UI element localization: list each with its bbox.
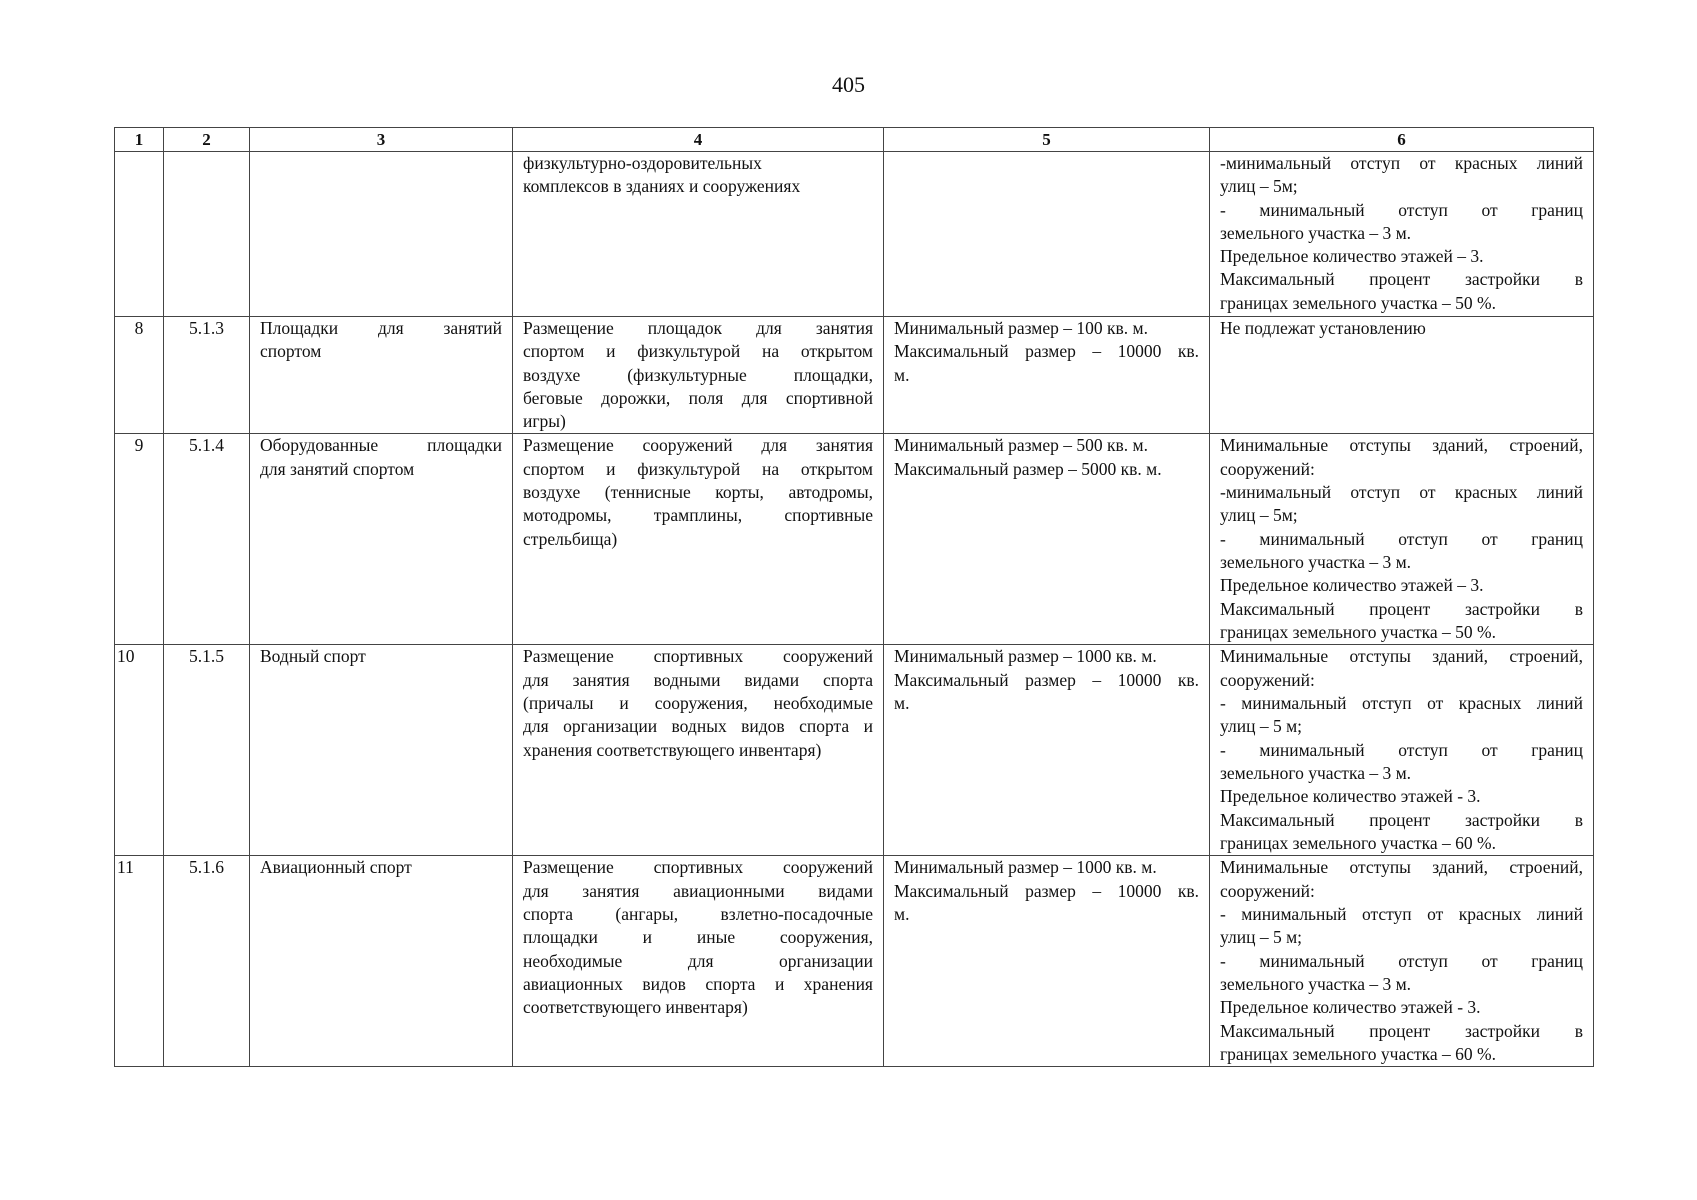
- text-line: Предельное количество этажей - 3.: [1220, 786, 1481, 807]
- text-line: м.: [894, 693, 910, 714]
- text-line: - минимальный отступ от красных линий: [1220, 693, 1583, 714]
- cell-code: 5.1.6: [164, 856, 250, 1067]
- text-line: м.: [894, 904, 910, 925]
- table-row: [115, 856, 1594, 1067]
- text-line: улиц – 5 м;: [1220, 716, 1303, 737]
- cell-num: [115, 152, 164, 317]
- text-line: Минимальный размер – 1000 кв. м.: [894, 646, 1157, 667]
- cell-size: [884, 434, 1210, 645]
- text-line: - минимальный отступ от границ: [1220, 739, 1583, 760]
- land-use-table: [114, 127, 1594, 1067]
- cell-code: [164, 152, 250, 317]
- text-line: сооружений:: [1220, 669, 1315, 690]
- table-row-continuation: [115, 152, 1594, 317]
- text-line: Минимальный размер – 500 кв. м.: [894, 435, 1148, 456]
- text-line: границах земельного участка – 60 %.: [1220, 1043, 1496, 1064]
- table-row: [115, 317, 1594, 434]
- header-col-5: 5: [884, 128, 1210, 152]
- text-line: м.: [894, 364, 910, 385]
- text-line: земельного участка – 3 м.: [1220, 551, 1412, 572]
- cell-size: [884, 645, 1210, 856]
- text-line: спортом и физкультурой на открытом: [523, 341, 873, 362]
- text-line: улиц – 5м;: [1220, 505, 1298, 526]
- text-line: Предельное количество этажей - 3.: [1220, 997, 1481, 1018]
- text-line: улиц – 5 м;: [1220, 927, 1303, 948]
- text-line: спортом и физкультурой на открытом: [523, 458, 873, 479]
- cell-parameters: [1210, 856, 1594, 1067]
- cell-num: 8: [115, 317, 164, 434]
- text-line: Максимальный размер – 10000 кв.: [894, 669, 1199, 690]
- text-line: - минимальный отступ от границ: [1220, 528, 1583, 549]
- text-line: (причалы и сооружения, необходимые: [523, 693, 873, 714]
- text-line: Оборудованные площадки: [260, 435, 502, 456]
- cell-num: 11: [115, 856, 164, 1067]
- text-line: земельного участка – 3 м.: [1220, 762, 1412, 783]
- text-line: Размещение спортивных сооружений: [523, 646, 873, 667]
- text-line: сооружений:: [1220, 880, 1315, 901]
- text-line: Максимальный процент застройки в: [1220, 1020, 1583, 1041]
- cell-parameters: [1210, 317, 1594, 434]
- cell-description: [513, 317, 884, 434]
- text-line: земельного участка – 3 м.: [1220, 973, 1412, 994]
- text-line: воздухе (физкультурные площадки,: [523, 364, 873, 385]
- text-line: для организации водных видов спорта и: [523, 716, 873, 737]
- cell-code: 5.1.3: [164, 317, 250, 434]
- text-line: физкультурно-оздоровительных: [523, 153, 762, 173]
- table-row: [115, 645, 1594, 856]
- text-line: - минимальный отступ от границ: [1220, 950, 1583, 971]
- cell-size: [884, 152, 1210, 317]
- text-line: необходимые для организации: [523, 950, 873, 971]
- cell-size: [884, 317, 1210, 434]
- header-col-1: 1: [115, 128, 164, 152]
- cell-num: 10: [115, 645, 164, 856]
- text-line: стрельбища): [523, 528, 618, 549]
- table-header-row: [115, 128, 1594, 152]
- text-line: беговые дорожки, поля для спортивной: [523, 387, 873, 408]
- header-col-2: 2: [164, 128, 250, 152]
- cell-description: [513, 434, 884, 645]
- text-line: комплексов в зданиях и сооружениях: [523, 176, 801, 197]
- text-line: Предельное количество этажей – 3.: [1220, 246, 1484, 267]
- text-line: -минимальный отступ от красных линий: [1220, 482, 1583, 503]
- text-line: Максимальный размер – 10000 кв.: [894, 341, 1199, 362]
- text-line: Авиационный спорт: [260, 857, 412, 878]
- text-line: мотодромы, трамплины, спортивные: [523, 505, 873, 526]
- text-line: Максимальный размер – 10000 кв.: [894, 880, 1199, 901]
- cell-name: [250, 152, 513, 317]
- text-line: Размещение сооружений для занятия: [523, 435, 873, 456]
- text-line: Минимальный размер – 100 кв. м.: [894, 318, 1148, 338]
- text-line: Площадки для занятий: [260, 318, 502, 338]
- text-line: границах земельного участка – 50 %.: [1220, 292, 1496, 313]
- cell-name: [250, 317, 513, 434]
- text-line: Размещение спортивных сооружений: [523, 857, 873, 878]
- text-line: Предельное количество этажей – 3.: [1220, 575, 1484, 596]
- text-line: Размещение площадок для занятия: [523, 318, 873, 338]
- text-line: Не подлежат установлению: [1220, 318, 1426, 338]
- text-line: границах земельного участка – 60 %.: [1220, 832, 1496, 853]
- text-line: для занятия авиационными видами: [523, 880, 873, 901]
- text-line: Минимальный размер – 1000 кв. м.: [894, 857, 1157, 878]
- text-line: Минимальные отступы зданий, строений,: [1220, 435, 1583, 456]
- cell-parameters: [1210, 645, 1594, 856]
- text-line: хранения соответствующего инвентаря): [523, 739, 822, 760]
- header-col-4: 4: [513, 128, 884, 152]
- text-line: границах земельного участка – 50 %.: [1220, 621, 1496, 642]
- cell-name: [250, 434, 513, 645]
- table-row: [115, 434, 1594, 645]
- text-line: Минимальные отступы зданий, строений,: [1220, 857, 1583, 878]
- cell-name: [250, 645, 513, 856]
- text-line: спортом: [260, 341, 322, 362]
- text-line: соответствующего инвентаря): [523, 997, 748, 1018]
- text-line: спорта (ангары, взлетно-посадочные: [523, 904, 873, 925]
- text-line: земельного участка – 3 м.: [1220, 222, 1412, 243]
- cell-size: [884, 856, 1210, 1067]
- text-line: площадки и иные сооружения,: [523, 927, 873, 948]
- cell-description: [513, 645, 884, 856]
- page-number: 405: [832, 72, 865, 97]
- text-line: - минимальный отступ от границ: [1220, 199, 1583, 220]
- text-line: воздухе (теннисные корты, автодромы,: [523, 482, 873, 503]
- text-line: - минимальный отступ от красных линий: [1220, 904, 1583, 925]
- text-line: для занятия водными видами спорта: [523, 669, 873, 690]
- text-line: Максимальный размер – 5000 кв. м.: [894, 458, 1162, 479]
- cell-parameters: [1210, 434, 1594, 645]
- cell-name: [250, 856, 513, 1067]
- text-line: Минимальные отступы зданий, строений,: [1220, 646, 1583, 667]
- cell-parameters: [1210, 152, 1594, 317]
- text-line: Максимальный процент застройки в: [1220, 269, 1583, 290]
- text-line: для занятий спортом: [260, 458, 415, 479]
- text-line: сооружений:: [1220, 458, 1315, 479]
- cell-description: [513, 856, 884, 1067]
- text-line: Максимальный процент застройки в: [1220, 598, 1583, 619]
- cell-num: 9: [115, 434, 164, 645]
- text-line: улиц – 5м;: [1220, 176, 1298, 197]
- header-col-6: 6: [1210, 128, 1594, 152]
- text-line: игры): [523, 411, 566, 432]
- text-line: Максимальный процент застройки в: [1220, 809, 1583, 830]
- text-line: авиационных видов спорта и хранения: [523, 973, 873, 994]
- cell-code: 5.1.4: [164, 434, 250, 645]
- text-line: Водный спорт: [260, 646, 366, 667]
- header-col-3: 3: [250, 128, 513, 152]
- text-line: -минимальный отступ от красных линий: [1220, 153, 1583, 173]
- cell-code: 5.1.5: [164, 645, 250, 856]
- cell-description: [513, 152, 884, 317]
